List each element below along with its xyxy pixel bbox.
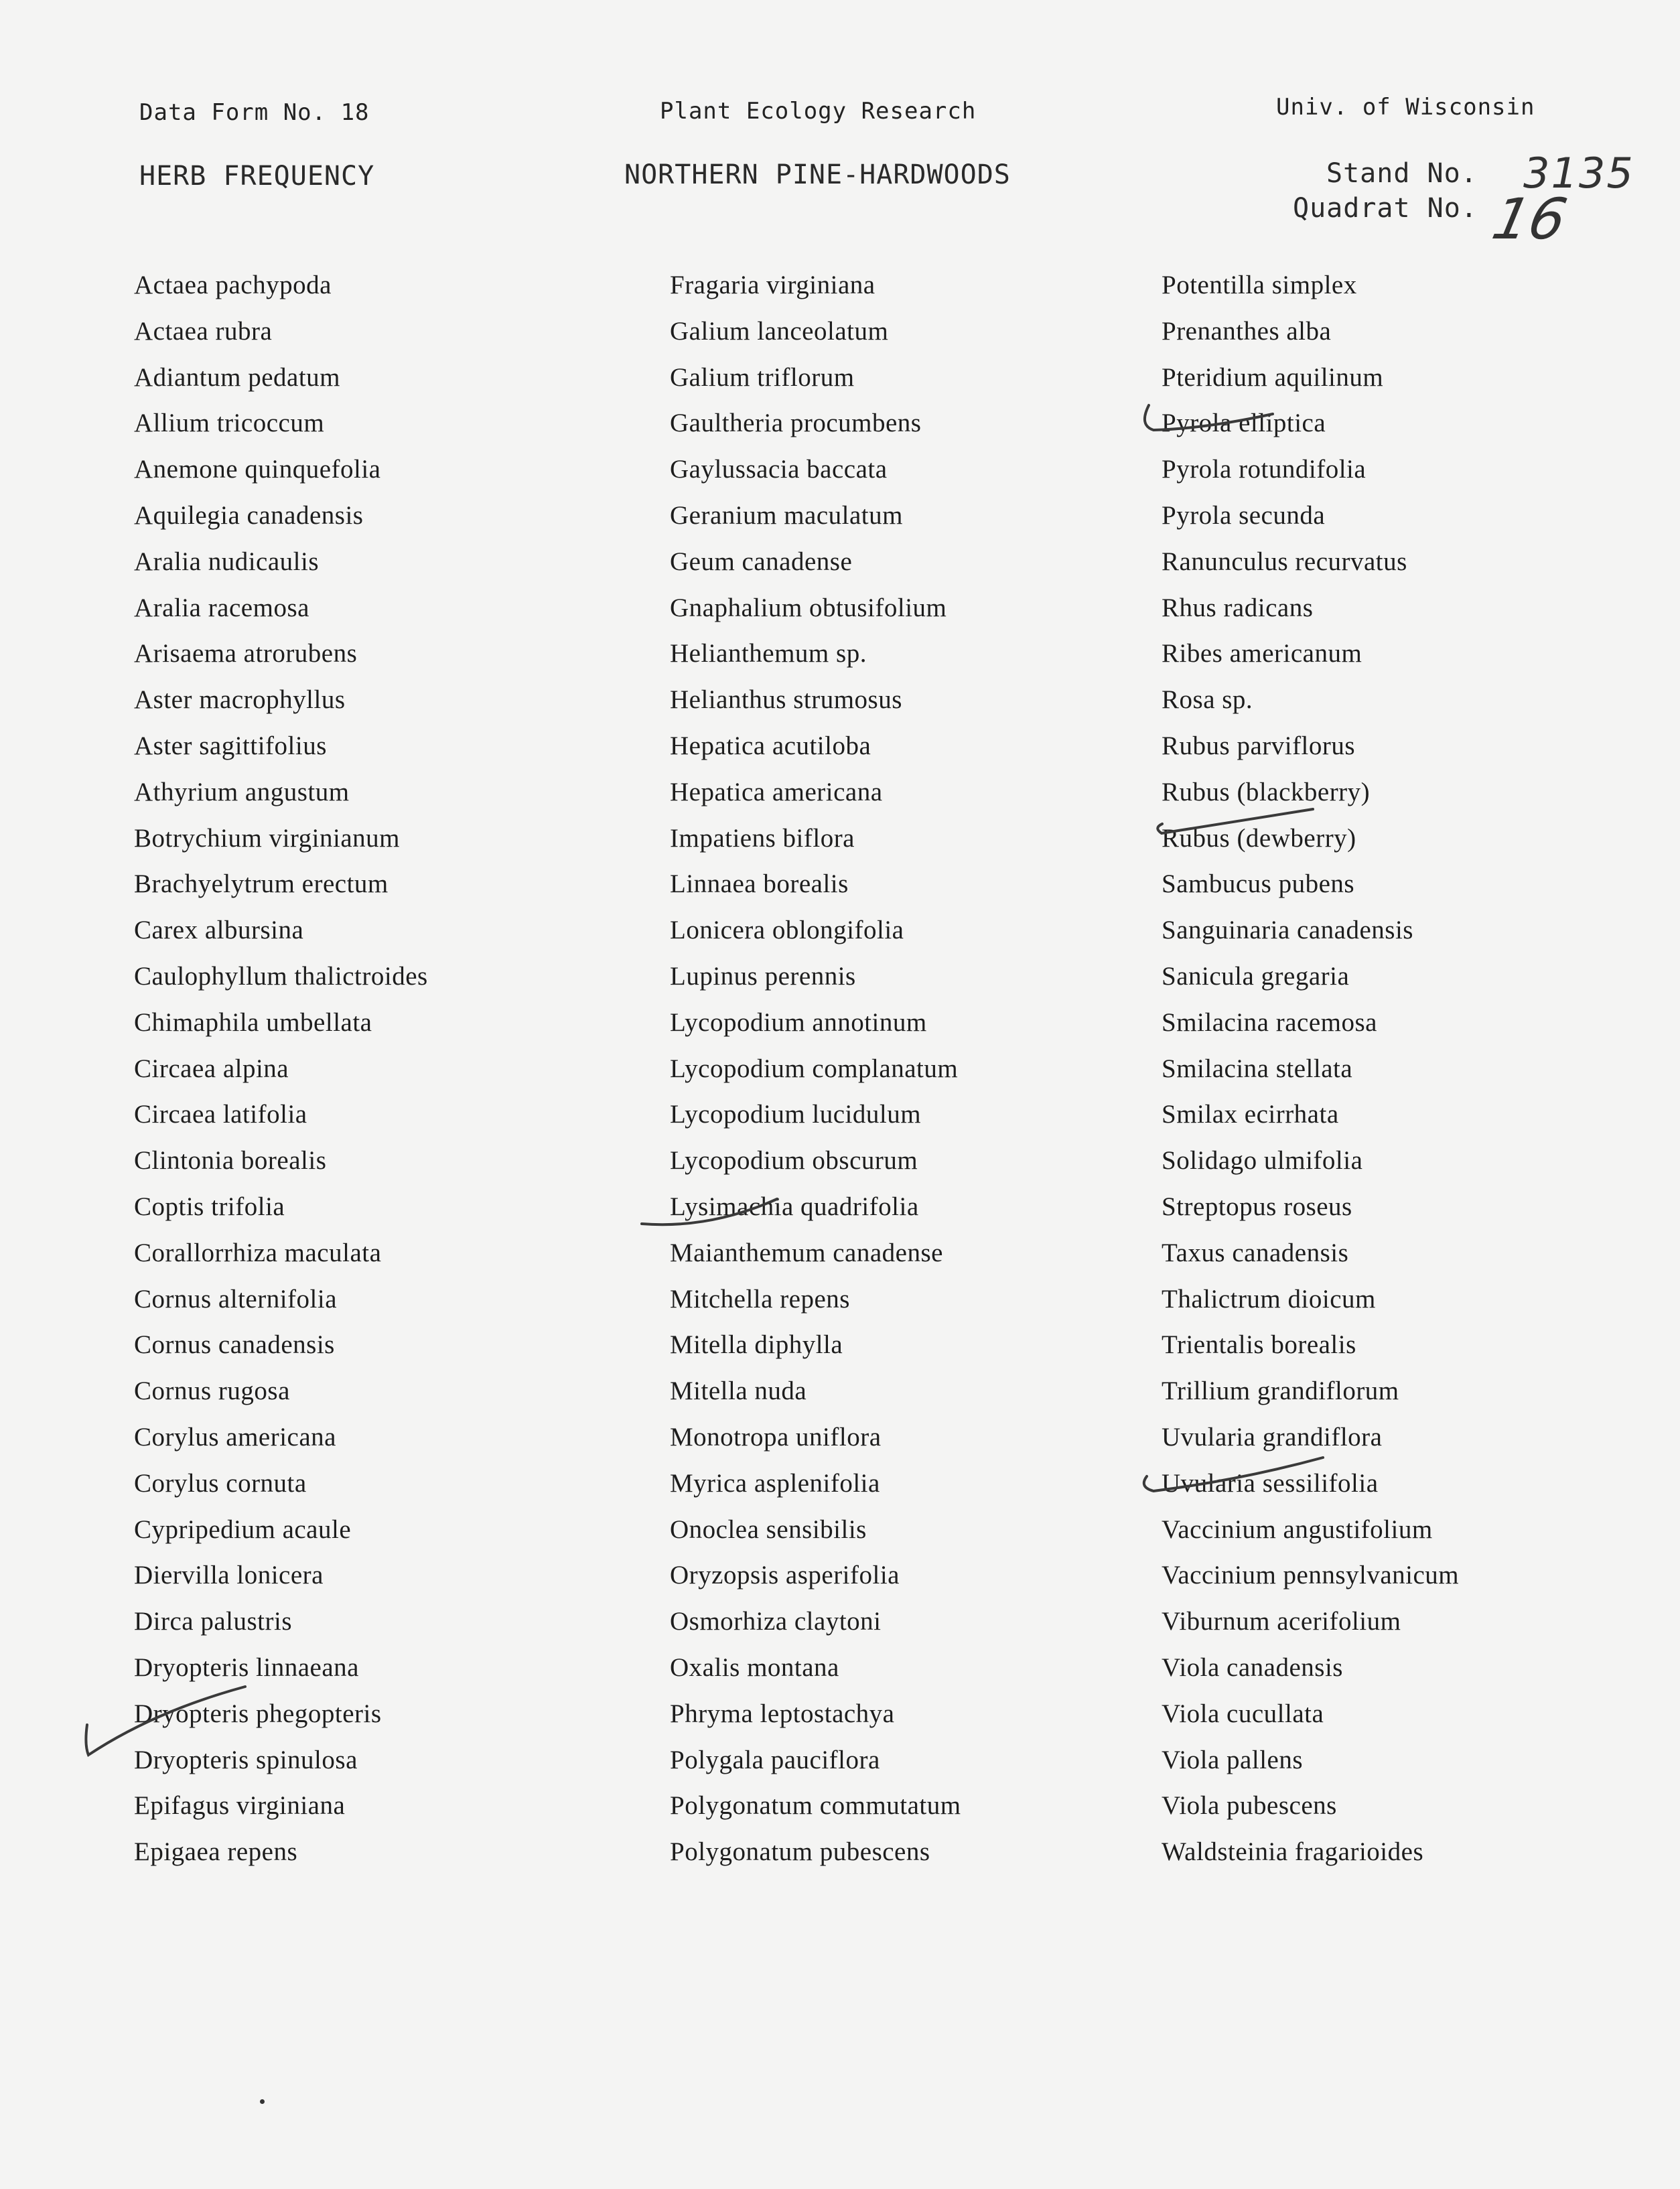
species-item: Lycopodium annotinum [670,1007,927,1037]
species-item: Gnaphalium obtusifolium [670,593,947,622]
species-item: Actaea rubra [134,316,273,346]
species-item: Sanicula gregaria [1162,961,1350,991]
species-item: Diervilla lonicera [134,1561,324,1590]
species-item: Lycopodium obscurum [670,1146,918,1176]
species-column-2 [670,263,961,1876]
species-item: Viola cucullata [1162,1699,1324,1728]
paper-speck [260,2099,265,2104]
species-item: Lonicera oblongifolia [670,916,904,945]
species-item: Polygonatum pubescens [670,1837,930,1867]
species-item: Mitella diphylla [670,1330,843,1360]
species-item: Rhus radicans [1162,593,1314,622]
species-item: Myrica asplenifolia [670,1468,880,1498]
species-item: Viburnum acerifolium [1162,1607,1401,1636]
species-item: Uvularia grandiflora [1162,1422,1383,1452]
species-item: Thalictrum dioicum [1162,1284,1376,1314]
species-item: Pteridium aquilinum [1162,362,1384,392]
species-item: Smilacina stellata [1162,1054,1353,1083]
species-item: Hepatica americana [670,777,883,806]
species-item: Geum canadense [670,547,853,576]
species-item: Epifagus virginiana [134,1791,346,1821]
species-item: Trientalis borealis [1162,1330,1356,1360]
species-item: Chimaphila umbellata [134,1007,372,1037]
species-item: Potentilla simplex [1162,271,1357,299]
species-item: Vaccinium pennsylvanicum [1162,1561,1460,1590]
species-item: Maianthemum canadense [670,1238,943,1267]
species-item: Fragaria virginiana [670,271,876,299]
species-item: Rosa sp. [1162,685,1253,715]
quadrat-label: Quadrat No. [1293,193,1478,224]
species-item: Viola pallens [1162,1745,1304,1774]
species-item: Aster macrophyllus [134,685,346,715]
species-item: Linnaea borealis [670,869,849,899]
species-item: Lysimachia quadrifolia [670,1192,919,1221]
species-item: Corylus cornuta [134,1468,307,1498]
species-item: Ribes americanum [1162,639,1362,668]
organization-name: Plant Ecology Research [660,98,977,125]
species-item: Corylus americana [134,1422,336,1452]
species-item: Impatiens biflora [670,823,855,853]
species-item: Polygonatum commutatum [670,1791,961,1821]
species-item: Lupinus perennis [670,961,856,991]
species-item: Smilax ecirrhata [1162,1100,1339,1129]
species-item: Aralia nudicaulis [134,547,319,576]
form-title: HERB FREQUENCY [139,161,375,192]
species-item: Dryopteris linnaeana [134,1652,359,1682]
species-item: Sambucus pubens [1162,869,1355,899]
species-item: Mitella nuda [670,1376,807,1406]
species-item: Monotropa uniflora [670,1422,882,1452]
species-item: Rubus (dewberry) [1162,823,1356,853]
species-column-3 [1162,263,1459,1876]
species-item: Rubus (blackberry) [1162,777,1371,806]
species-item: Solidago ulmifolia [1162,1146,1363,1176]
species-item: Coptis trifolia [134,1192,285,1221]
species-item: Adiantum pedatum [134,362,341,392]
species-item: Gaylussacia baccata [670,455,888,484]
species-item: Ranunculus recurvatus [1162,547,1407,576]
species-item: Helianthemum sp. [670,639,867,668]
species-item: Caulophyllum thalictroides [134,961,428,991]
species-item: Uvularia sessilifolia [1162,1468,1379,1498]
species-item: Dryopteris spinulosa [134,1745,358,1774]
species-item: Trillium grandiflorum [1162,1376,1399,1406]
form-number: Data Form No. 18 [139,99,370,126]
species-column-1 [134,263,428,1876]
species-item: Dryopteris phegopteris [134,1699,382,1728]
species-item: Corallorrhiza maculata [134,1238,382,1267]
species-item: Osmorhiza claytoni [670,1607,882,1636]
community-title: NORTHERN PINE-HARDWOODS [624,159,1011,190]
quadrat-number-handwritten: 16 [1486,186,1573,252]
species-item: Mitchella repens [670,1284,850,1314]
university-name: Univ. of Wisconsin [1276,94,1535,121]
species-item: Circaea alpina [134,1054,289,1083]
species-item: Cypripedium acaule [134,1514,352,1544]
species-item: Rubus parviflorus [1162,731,1356,760]
stand-number-handwritten: 3135 [1523,149,1634,198]
species-item: Pyrola elliptica [1162,409,1326,438]
species-item: Cornus canadensis [134,1330,335,1360]
species-item: Actaea pachypoda [134,271,332,299]
species-item: Arisaema atrorubens [134,639,358,668]
species-item: Smilacina racemosa [1162,1007,1377,1037]
species-item: Taxus canadensis [1162,1238,1349,1267]
species-item: Epigaea repens [134,1837,298,1867]
species-item: Galium lanceolatum [670,316,889,346]
species-item: Vaccinium angustifolium [1162,1514,1433,1544]
species-item: Anemone quinquefolia [134,455,381,484]
species-item: Aster sagittifolius [134,731,327,760]
species-item: Lycopodium complanatum [670,1054,959,1083]
species-item: Circaea latifolia [134,1100,307,1129]
species-item: Viola canadensis [1162,1652,1343,1682]
species-item: Aralia racemosa [134,593,309,622]
species-item: Oxalis montana [670,1652,839,1682]
species-item: Prenanthes alba [1162,316,1332,346]
species-item: Pyrola secunda [1162,500,1326,530]
species-item: Hepatica acutiloba [670,731,871,760]
species-item: Polygala pauciflora [670,1745,880,1774]
stand-label: Stand No. [1326,158,1478,189]
species-item: Allium tricoccum [134,409,325,438]
species-item: Clintonia borealis [134,1146,327,1176]
species-item: Geranium maculatum [670,500,903,530]
species-item: Waldsteinia fragarioides [1162,1837,1424,1867]
species-item: Viola pubescens [1162,1791,1337,1821]
species-item: Aquilegia canadensis [134,500,364,530]
species-item: Helianthus strumosus [670,685,902,715]
species-item: Carex albursina [134,916,304,945]
species-item: Galium triflorum [670,362,855,392]
species-item: Onoclea sensibilis [670,1514,867,1544]
species-item: Cornus rugosa [134,1376,290,1406]
species-item: Brachyelytrum erectum [134,869,389,899]
species-item: Phryma leptostachya [670,1699,895,1728]
species-item: Cornus alternifolia [134,1284,338,1314]
species-item: Streptopus roseus [1162,1192,1352,1221]
species-item: Athyrium angustum [134,777,350,806]
species-item: Pyrola rotundifolia [1162,455,1367,484]
species-item: Oryzopsis asperifolia [670,1561,900,1590]
species-item: Botrychium virginianum [134,823,401,853]
species-item: Gaultheria procumbens [670,409,922,438]
species-item: Lycopodium lucidulum [670,1100,922,1129]
species-item: Sanguinaria canadensis [1162,916,1413,945]
species-item: Dirca palustris [134,1607,293,1636]
